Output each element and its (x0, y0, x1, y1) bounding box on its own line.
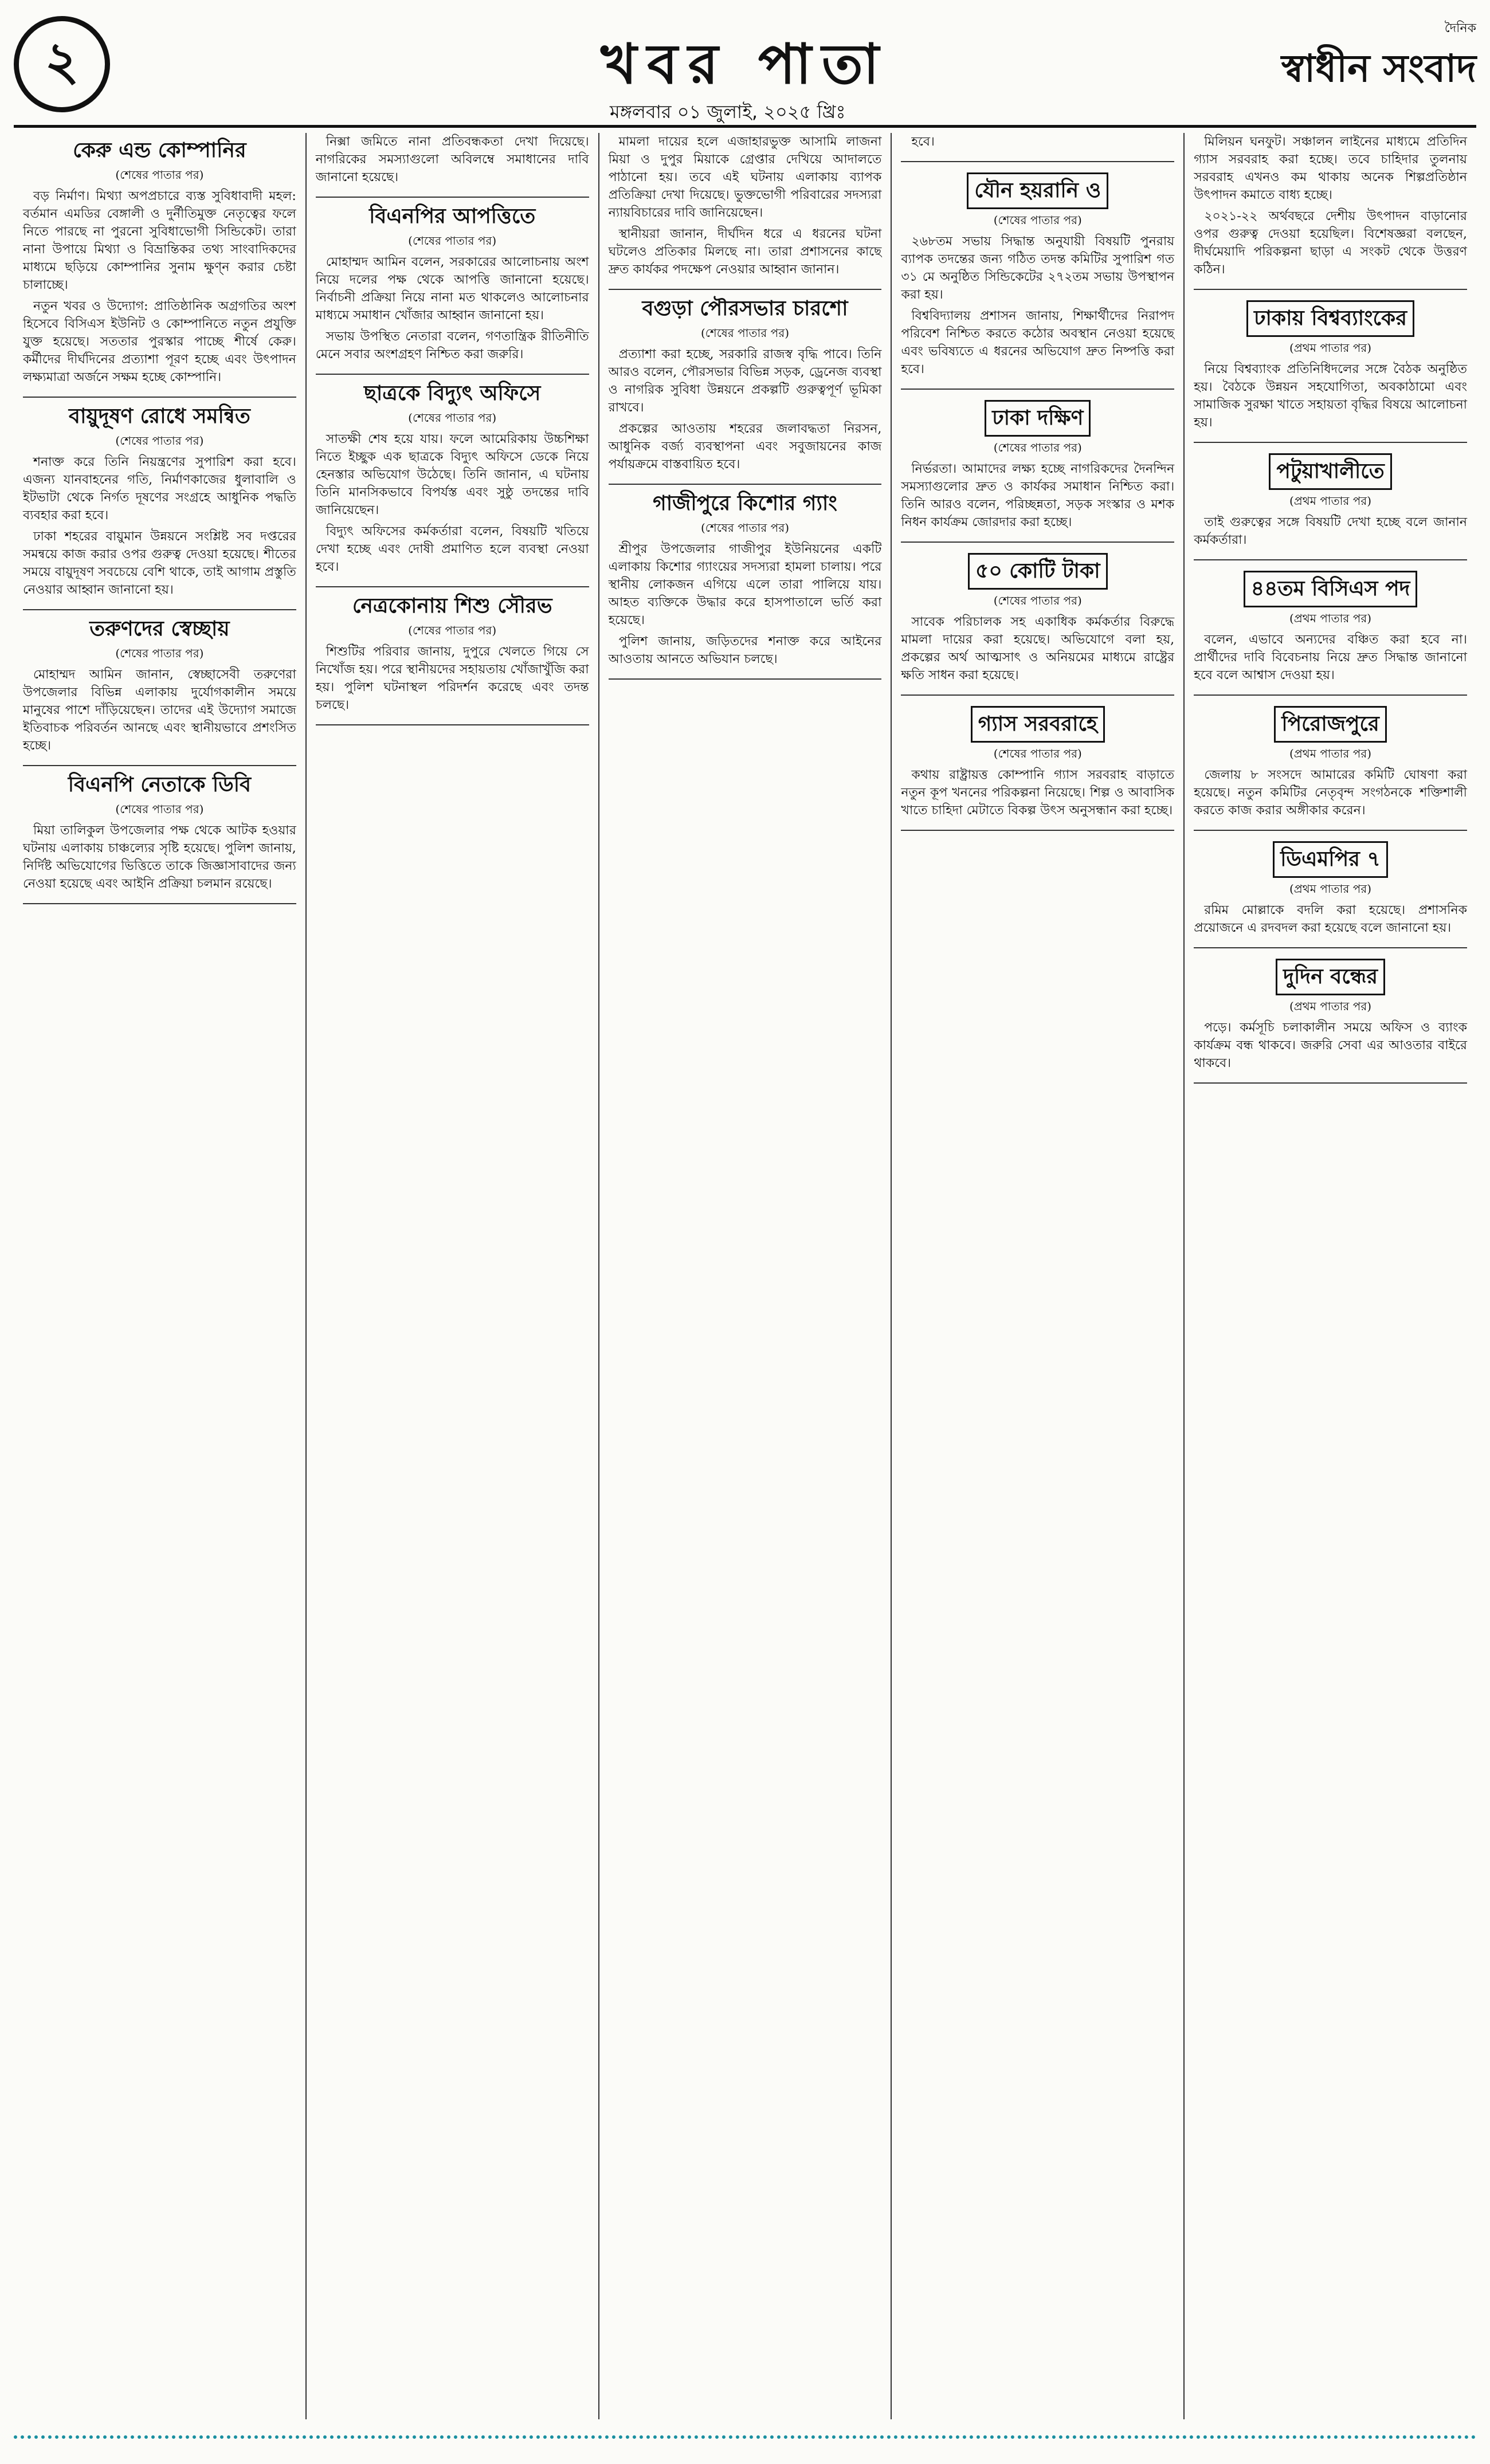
story-paragraph: মামলা দায়ের হলে এজাহারভুক্ত আসামি লাজনা মিয়া ও দুপুর মিয়াকে গ্রেপ্তার দেখিয়ে আদালতে পাঠানো হয়। তবে এই ঘটনায় এলাকায় ব্যাপক প্রতিক্রিয়া দেখা দিয়েছে। ভুক্তভোগী পরিবারের সদস্যরা ন্যায়বিচারের দাবি জানিয়েছেন। (608, 135, 882, 220)
news-story (23, 138, 296, 386)
continuation-note: (প্রথম পাতার পর) (1289, 494, 1372, 508)
story-paragraph: নির্ভরতা। আমাদের লক্ষ্য হচ্ছে নাগরিকদের দৈনন্দিন সমস্যাগুলোর দ্রুত ও কার্যকর সমাধান নিশ্চিত করা। তিনি আরও বলেন, পরিচ্ছন্নতা, সড়ক সংস্কার ও মশক নিধন কার্যক্রম জোরদার করা হচ্ছে। (901, 462, 1175, 529)
story-paragraph: জেলায় ৮ সংসদে আমারের কমিটি ঘোষণা করা হয়েছে। নতুন কমিটির নেতৃবৃন্দ সংগঠনকে শক্তিশালী করতে কাজ করার অঙ্গীকার করেন। (1194, 768, 1467, 818)
story-body (1194, 1019, 1467, 1072)
continuation-note: (শেষের পাতার পর) (993, 594, 1082, 607)
news-story (316, 203, 589, 363)
story-body (23, 187, 296, 386)
story-paragraph: মিয়া তালিকুল উপজেলার পক্ষ থেকে আটক হওয়ার ঘটনায় এলাকায় চাঞ্চল্যের সৃষ্টি হয়েছে। পুলিশ জানায়, নির্দিষ্ট অভিযোগের ভিত্তিতে তাকে জিজ্ঞাসাবাদের জন্য নেওয়া হয়েছে এবং আইনি প্রক্রিয়া চলমান রয়েছে। (23, 823, 296, 891)
story-divider (1194, 695, 1467, 696)
story-paragraph: নিক্সা জমিতে নানা প্রতিবন্ধকতা দেখা দিয়েছে। নাগরিকের সমস্যাগুলো অবিলম্বে সমাধানের দাবি জানানো হয়েছে। (315, 135, 589, 185)
headline-wrap (901, 701, 1174, 745)
story-divider (316, 197, 589, 198)
story-divider (901, 542, 1174, 543)
headline-wrap (609, 296, 882, 322)
story-divider (609, 678, 882, 680)
story-headline: ঢাকায় বিশ্বব্যাংকের (1246, 300, 1414, 337)
story-divider (901, 161, 1174, 162)
story-body (1194, 901, 1467, 937)
continuation-note: (শেষের পাতার পর) (700, 521, 790, 535)
headline-wrap (23, 403, 296, 430)
story-paragraph: পড়ে। কর্মসূচি চলাকালীন সময়ে অফিস ও ব্যাংক কার্যক্রম বন্ধ থাকবে। জরুরি সেবা এর আওতার বাইরে থাকবে। (1194, 1021, 1467, 1070)
news-columns (14, 133, 1476, 2419)
news-story (23, 403, 296, 599)
continuation-note: (প্রথম পাতার পর) (1289, 999, 1372, 1013)
bottom-dotted-rule (14, 2435, 1476, 2439)
story-paragraph: শিশুটির পরিবার জানায়, দুপুরে খেলতে গিয়ে সে নিখোঁজ হয়। পরে স্থানীয়দের সহায়তায় খোঁজাখুঁজি করা হয়। পুলিশ ঘটনাস্থল পরিদর্শন করেছে এবং তদন্ত চলছে। (315, 645, 589, 712)
headline-wrap (901, 395, 1174, 439)
news-column (307, 133, 599, 2419)
news-column (892, 133, 1185, 2419)
headline-wrap (901, 548, 1174, 592)
story-headline: ছাত্রকে বিদ্যুৎ অফিসে (364, 382, 541, 405)
story-paragraph: সভায় উপস্থিত নেতারা বলেন, গণতান্ত্রিক রীতিনীতি মেনে সবার অংশগ্রহণ নিশ্চিত করা জরুরি। (315, 329, 589, 362)
story-divider (23, 609, 296, 610)
news-story (901, 701, 1174, 819)
continuation-note: (শেষের পাতার পর) (115, 434, 204, 448)
story-divider (609, 289, 882, 290)
story-body (901, 613, 1174, 684)
story-paragraph: প্রকল্পের আওতায় শহরের জলাবদ্ধতা নিরসন, আধুনিক বর্জ্য ব্যবস্থাপনা এবং সবুজায়নের কাজ পর্যায়ক্রমে বাস্তবায়িত হবে। (608, 422, 882, 472)
story-body (23, 666, 296, 755)
story-divider (901, 695, 1174, 696)
newspaper-nameplate (1075, 18, 1476, 103)
story-paragraph: বিশ্ববিদ্যালয় প্রশাসন জানায়, শিক্ষার্থীদের নিরাপদ পরিবেশ নিশ্চিত করতে কঠোর অবস্থান নেওয়া হয়েছে এবং ভবিষ্যতে এ ধরনের অভিযোগ দ্রুত নিষ্পত্তি করা হবে। (901, 309, 1175, 376)
story-divider (1194, 289, 1467, 290)
story-divider (1194, 830, 1467, 831)
story-paragraph: সাতক্ষী শেষ হয়ে যায়। ফলে আমেরিকায় উচ্চশিক্ষা নিতে ইচ্ছুক এক ছাত্রকে বিদ্যুৎ অফিসে ডেকে নিয়ে হেনস্তার অভিযোগ উঠেছে। তিনি জানান, এ ঘটনায় তিনি মানসিকভাবে বিপর্যস্ত এবং সুষ্ঠু তদন্তের দাবি জানিয়েছেন। (315, 432, 589, 517)
headline-wrap (901, 168, 1174, 211)
headline-wrap (1194, 954, 1467, 998)
story-body (23, 822, 296, 893)
story-divider (23, 765, 296, 766)
news-story (23, 772, 296, 893)
story-divider (316, 724, 589, 725)
story-paragraph: মিলিয়ন ঘনফুট। সঞ্চালন লাইনের মাধ্যমে প্রতিদিন গ্যাস সরবরাহ করা হচ্ছে। তবে চাহিদার তুলনায় সরবরাহ এখনও কম থাকায় অনেক শিল্পপ্রতিষ্ঠান উৎপাদন কমাতে বাধ্য হচ্ছে। (1194, 135, 1467, 202)
headline-wrap (1194, 296, 1467, 339)
news-column (599, 133, 892, 2419)
story-paragraph: হবে। (911, 135, 935, 149)
story-body (1194, 513, 1467, 549)
continuation-note: (প্রথম পাতার পর) (1289, 882, 1372, 896)
continuation-note: (শেষের পাতার পর) (408, 623, 497, 637)
story-headline: ঢাকা দক্ষিণ (985, 400, 1091, 437)
nameplate-prefix: দৈনিক (1444, 21, 1476, 36)
continuation-note: (শেষের পাতার পর) (115, 802, 204, 816)
story-body (1194, 631, 1467, 684)
story-paragraph: বড় নির্মাণ। মিথ্যা অপপ্রচারে ব্যস্ত সুবিধাবাদী মহল: বর্তমান এমডির বেঙ্গালী ও দুর্নীতিমুক্ত নেতৃত্বের ফলে নিতে পারছে না পুরনো সুবিধাভোগী সিন্ডিকেট। তারা নানা উপায়ে মিথ্যা ও বিভ্রান্তিকর তথ্য সাংবাদিকদের মাধ্যমে ছড়িয়ে কোম্পানির সুনাম ক্ষুণ্ন করার চেষ্টা চালাচ্ছে। (23, 189, 296, 292)
story-divider (316, 374, 589, 375)
news-story (316, 593, 589, 714)
continuation-note: (শেষের পাতার পর) (993, 213, 1082, 227)
news-story (1194, 954, 1467, 1072)
story-paragraph: নতুন খবর ও উদ্যোগ: প্রাতিষ্ঠানিক অগ্রগতির অংশ হিসেবে বিসিএস ইউনিট ও কোম্পানিতে নতুন প্রযুক্তি যুক্ত হয়েছে। সততার পুরস্কার পাচ্ছে শীর্ষে কেরু। কর্মীদের দীর্ঘদিনের প্রত্যাশা পূরণ হচ্ছে এবং উৎপাদন লক্ষ্যমাত্রা অর্জনে সক্ষম হচ্ছে কোম্পানি। (23, 299, 296, 384)
story-paragraph: শনাক্ত করে তিনি নিয়ন্ত্রণের সুপারিশ করা হবে। এজন্য যানবাহনের গতি, নির্মাণকাজের ধুলাবালি ও ইটভাটা থেকে নির্গত দূষণের সংগ্রহে আধুনিক পদ্ধতি ব্যবহার করা হবে। (23, 455, 296, 523)
story-headline: ডিএমপির ৭ (1273, 841, 1388, 878)
continuation-note: (শেষের পাতার পর) (115, 646, 204, 660)
news-story (1194, 449, 1467, 549)
story-paragraph: ২৬৮তম সভায় সিদ্ধান্ত অনুযায়ী বিষয়টি পুনরায় ব্যাপক তদন্তের জন্য গঠিত তদন্ত কমিটির সুপারিশ গত ৩১ মে অনুষ্ঠিত সিন্ডিকেটের ২৭২তম সভায় উপস্থাপন করা হয়। (901, 234, 1175, 302)
story-paragraph: সাবেক পরিচালক সহ একাধিক কর্মকর্তার বিরুদ্ধে মামলা দায়ের করা হয়েছে। অভিযোগে বলা হয়, প্রকল্পের অর্থ আত্মসাৎ ও অনিয়মের মাধ্যমে রাষ্ট্রের ক্ষতি সাধন করা হয়েছে। (901, 615, 1175, 682)
story-paragraph: বিদ্যুৎ অফিসের কর্মকর্তারা বলেন, বিষয়টি খতিয়ে দেখা হচ্ছে এবং দোষী প্রমাণিত হলে ব্যবস্থা নেওয়া হবে। (315, 524, 589, 574)
continuation-note: (প্রথম পাতার পর) (1289, 611, 1372, 625)
story-paragraph: রমিম মোল্লাকে বদলি করা হয়েছে। প্রশাসনিক প্রয়োজনে এ রদবদল করা হয়েছে বলে জানানো হয়। (1194, 903, 1467, 935)
headline-wrap (23, 138, 296, 164)
continuation-note: (শেষের পাতার পর) (700, 326, 790, 340)
story-divider (23, 397, 296, 398)
story-headline: বগুড়া পৌরসভার চারশো (642, 297, 848, 320)
continuation-note: (শেষের পাতার পর) (993, 747, 1082, 760)
dateline: মঙ্গলবার ০১ জুলাই, ২০২৫ খ্রিঃ (610, 101, 846, 123)
page-title: খবর পাতা (601, 32, 889, 96)
headline-wrap (1194, 449, 1467, 492)
story-body (316, 430, 589, 576)
story-headline: বিএনপি নেতাকে ডিবি (68, 773, 252, 797)
news-story (901, 168, 1174, 378)
headline-wrap (1194, 566, 1467, 610)
story-headline: বিএনপির আপত্তিতে (369, 205, 536, 228)
news-story (609, 296, 882, 473)
headline-wrap (316, 203, 589, 230)
story-headline: পিরোজপুরে (1274, 706, 1386, 743)
story-paragraph: ঢাকা শহরের বায়ুমান উন্নয়নে সংশ্লিষ্ট সব দপ্তরের সমন্বয়ে কাজ করার ওপর গুরুত্ব দেওয়া হয়েছে। শীতের সময়ে বায়ুদূষণ সবচেয়ে বেশি থাকে, তাই আগাম প্রস্তুতি নেওয়ার আহ্বান জানানো হয়। (23, 529, 296, 597)
story-body (1194, 133, 1467, 278)
headline-wrap (609, 491, 882, 517)
newspaper-name: স্বাধীন সংবাদ (1281, 46, 1476, 91)
masthead (14, 10, 1476, 128)
story-divider (901, 830, 1174, 831)
headline-wrap (23, 772, 296, 798)
headline-wrap (23, 616, 296, 642)
news-story (316, 380, 589, 576)
headline-wrap (1194, 837, 1467, 880)
news-story (1194, 701, 1467, 819)
story-headline: দুদিন বন্ধের (1276, 959, 1385, 995)
story-paragraph: ২০২১-২২ অর্থবছরে দেশীয় উৎপাদন বাড়ানোর ওপর গুরুত্ব দেওয়া হয়েছিল। বিশেষজ্ঞরা বলছেন, দীর্ঘমেয়াদি পরিকল্পনা ছাড়া এ সংকট থেকে উত্তরণ কঠিন। (1194, 209, 1467, 277)
continuation-note: (শেষের পাতার পর) (408, 411, 497, 425)
continuation-note: (শেষের পাতার পর) (408, 234, 497, 248)
continuation-note: (শেষের পাতার পর) (115, 168, 204, 182)
headline-wrap (316, 593, 589, 619)
story-body (23, 453, 296, 599)
story-paragraph: কথায় রাষ্ট্রায়ত্ত কোম্পানি গ্যাস সরবরাহ বাড়াতে নতুন কূপ খননের পরিকল্পনা নিয়েছে। শিল্প ও আবাসিক খাতে চাহিদা মেটাতে বিকল্প উৎস অনুসন্ধান করা হচ্ছে। (901, 768, 1175, 818)
news-story (609, 491, 882, 668)
news-story (901, 133, 1174, 151)
continuation-note: (প্রথম পাতার পর) (1289, 747, 1372, 760)
story-divider (609, 484, 882, 485)
story-body (609, 133, 882, 278)
headline-wrap (316, 380, 589, 407)
news-column (1185, 133, 1476, 2419)
story-paragraph: তাই গুরুত্বের সঙ্গে বিষয়টি দেখা হচ্ছে বলে জানান কর্মকর্তারা। (1194, 515, 1467, 547)
story-body (1194, 766, 1467, 819)
story-headline: তরুণদের স্বেচ্ছায় (89, 617, 230, 641)
story-paragraph: প্রত্যাশা করা হচ্ছে, সরকারি রাজস্ব বৃদ্ধি পাবে। তিনি আরও বলেন, পৌরসভার বিভিন্ন সড়ক, ড্রেনেজ ব্যবস্থা ও নাগরিক সুবিধা উন্নয়নে প্রকল্পটি গুরুত্বপূর্ণ ভূমিকা রাখবে। (608, 347, 882, 415)
story-body (901, 460, 1174, 531)
news-story (1194, 296, 1467, 431)
story-body (901, 233, 1174, 378)
story-divider (23, 903, 296, 904)
news-story (901, 548, 1174, 684)
news-story (316, 133, 589, 186)
story-paragraph: বলেন, এভাবে অন্যদের বঞ্চিত করা হবে না। প্রার্থীদের দাবি বিবেচনায় নিয়ে দ্রুত সিদ্ধান্ত জানানো হবে বলে আশ্বাস দেওয়া হয়। (1194, 633, 1467, 682)
story-paragraph: নিয়ে বিশ্বব্যাংক প্রতিনিধিদলের সঙ্গে বৈঠক অনুষ্ঠিত হয়। বৈঠকে উন্নয়ন সহযোগিতা, অবকাঠামো এবং সামাজিক সুরক্ষা খাতে সহায়তা বৃদ্ধির বিষয়ে আলোচনা হয়। (1194, 362, 1467, 430)
story-body (316, 133, 589, 186)
story-divider (1194, 559, 1467, 560)
story-headline: কেরু এন্ড কোম্পানির (73, 139, 246, 162)
story-body (609, 346, 882, 473)
story-body (1194, 360, 1467, 431)
news-column (14, 133, 307, 2419)
story-paragraph: স্থানীয়রা জানান, দীর্ঘদিন ধরে এ ধরনের ঘটনা ঘটলেও প্রতিকার মিলছে না। তারা প্রশাসনের কাছে দ্রুত কার্যকর পদক্ষেপ নেওয়ার আহ্বান জানান। (608, 227, 882, 277)
story-paragraph: পুলিশ জানায়, জড়িতদের শনাক্ত করে আইনের আওতায় আনতে অভিযান চলছে। (608, 634, 882, 666)
news-story (1194, 566, 1467, 684)
story-headline: নেত্রকোনায় শিশু সৌরভ (352, 594, 552, 618)
news-story (901, 395, 1174, 531)
story-paragraph: শ্রীপুর উপজেলার গাজীপুর ইউনিয়নের একটি এলাকায় কিশোর গ্যাংয়ের সদস্যরা হামলা চালায়। পরে স্থানীয় লোকজন এগিয়ে এলে তারা পালিয়ে যায়। আহত ব্যক্তিকে উদ্ধার করে হাসপাতালে ভর্তি করা হয়েছে। (608, 542, 882, 627)
story-divider (1194, 1082, 1467, 1084)
story-paragraph: মোহাম্মদ আমিন বলেন, সরকারের আলোচনায় অংশ নিয়ে দলের পক্ষ থেকে আপত্তি জানানো হয়েছে। নির্বাচনী প্রক্রিয়া নিয়ে নানা মত থাকলেও আলোচনার মাধ্যমে সমাধান খোঁজার আহ্বান জানানো হয়। (315, 255, 589, 323)
news-story (609, 133, 882, 278)
story-body (316, 253, 589, 363)
continuation-note: (শেষের পাতার পর) (993, 441, 1082, 454)
news-story (1194, 837, 1467, 937)
story-divider (901, 389, 1174, 390)
story-headline: গাজীপুরে কিশোর গ্যাং (653, 492, 837, 515)
story-body (609, 540, 882, 668)
story-body (901, 133, 1174, 151)
story-headline: ৫০ কোটি টাকা (968, 553, 1108, 590)
news-story (23, 616, 296, 755)
story-body (316, 643, 589, 714)
headline-wrap (1194, 701, 1467, 745)
story-divider (1194, 442, 1467, 443)
story-headline: বায়ুদূষণ রোধে সমন্বিত (68, 405, 250, 428)
story-headline: ৪৪তম বিসিএস পদ (1244, 571, 1418, 607)
story-divider (316, 586, 589, 587)
story-headline: পটুয়াখালীতে (1269, 453, 1391, 490)
page-number-text: ২ (45, 30, 79, 92)
story-paragraph: মোহাম্মদ আমিন জানান, স্বেচ্ছাসেবী তরুণেরা উপজেলার বিভিন্ন এলাকায় দুর্যোগকালীন সময়ে মানুষের পাশে দাঁড়িয়েছেন। তাদের এই উদ্যোগ সমাজে ইতিবাচক পরিবর্তন আনছে এবং স্থানীয়ভাবে প্রশংসিত হচ্ছে। (23, 668, 296, 753)
continuation-note: (প্রথম পাতার পর) (1289, 341, 1372, 355)
story-headline: গ্যাস সরবরাহে (971, 706, 1105, 743)
story-body (901, 766, 1174, 819)
story-divider (1194, 947, 1467, 948)
news-story (1194, 133, 1467, 278)
story-headline: যৌন হয়রানি ও (967, 172, 1108, 209)
